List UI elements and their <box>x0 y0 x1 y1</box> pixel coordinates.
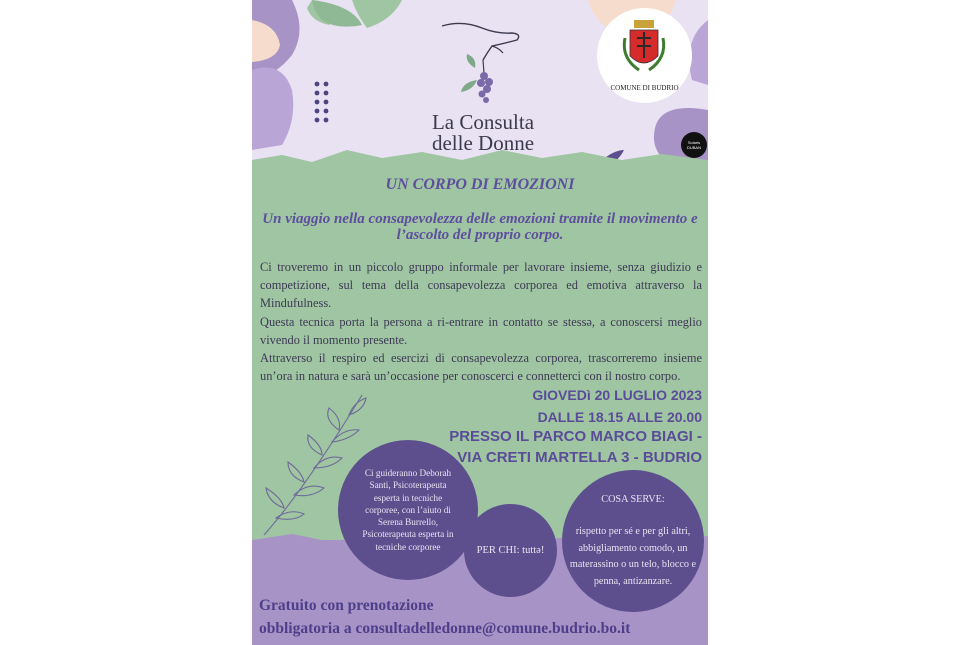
event-date: GIOVEDì 20 LUGLIO 2023 <box>532 387 702 403</box>
needs-title: COSA SERVE: <box>601 493 665 505</box>
comune-label: COMUNE DI BUDRIO <box>610 84 679 92</box>
for-whom-circle <box>464 504 557 597</box>
guides-text: Ci guideranno Deborah Santi, Psicoterapeuta esperta in tecniche corporee, con l’aiuto di Serena Burrello, Psicoterapeuta esperta in tecniche corporee <box>362 468 454 552</box>
event-place-line2: VIA CRETI MARTELLA 3 - BUDRIO <box>457 449 702 466</box>
hand-flower-icon <box>437 18 527 110</box>
event-place-line1: PRESSO IL PARCO MARCO BIAGI - <box>449 428 702 445</box>
solaris-badge: Solaris DUBAN <box>681 132 707 158</box>
for-whom-text: PER CHI: tuttə! <box>476 545 545 556</box>
event-time: DALLE 18.15 ALLE 20.00 <box>537 409 702 425</box>
needs-text: rispetto per sé e per gli altri, abbigliamento comodo, un materassino o un telo, blocco e penna, antizanzare. <box>569 526 697 587</box>
consulta-logo-title <box>420 112 546 154</box>
comune-logo <box>597 8 692 103</box>
event-poster <box>252 0 708 645</box>
event-subtitle: Un viaggio nella consapevolezza delle emozioni tramite il movimento e l’ascolto del proprio corpo. <box>262 211 698 243</box>
needs-circle <box>562 470 704 612</box>
guides-circle <box>338 440 478 580</box>
footer-line1: Gratuito con prenotazione <box>259 597 434 614</box>
footer-booking-email: obbligatoria a consultadelledonne@comune.budrio.bo.it <box>259 620 631 637</box>
coat-of-arms-icon <box>619 18 669 82</box>
event-title: UN CORPO DI EMOZIONI <box>385 176 575 193</box>
logo-title-line2: delle Donne <box>431 131 535 155</box>
description-paragraph-1: Ci troveremo in un piccolo gruppo informale per lavorare insieme, senza giudizio e competizione, sul tema della consapevolezza corporea ed emotiva attraverso la Mindufulness. <box>260 260 702 311</box>
description-paragraph-2: Questa tecnica porta la persona a ri-entrare in contatto se stessə, a conoscersi meglio vivendo il momento presente. <box>260 314 702 347</box>
event-description <box>260 258 702 385</box>
logo-title-line1: La Consulta <box>431 110 535 134</box>
description-paragraph-3: Attraverso il respiro ed esercizi di consapevolezza corporea, trascorreremo insieme un’ora in natura e sarà un’occasione per conoscerci e connetterci con il nostro corpo. <box>260 351 702 384</box>
